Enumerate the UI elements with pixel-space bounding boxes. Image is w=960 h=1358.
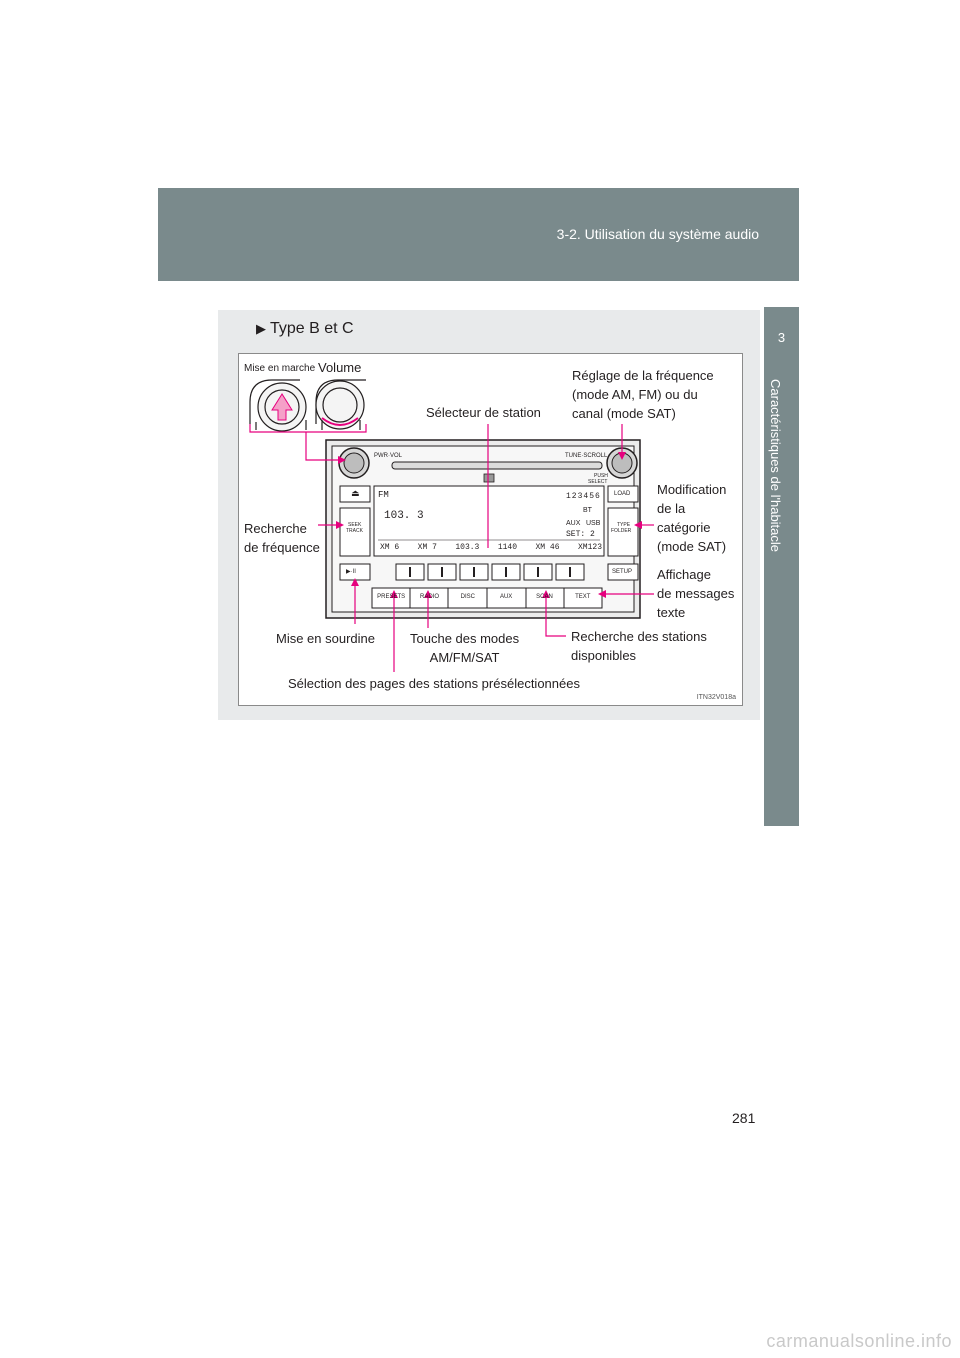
mode-keys-line: AM/FM/SAT bbox=[429, 650, 500, 665]
preset-slot: XM 7 bbox=[417, 543, 437, 552]
aux-button[interactable]: AUX bbox=[499, 594, 513, 600]
folder-label: FOLDER bbox=[611, 528, 632, 534]
scan-line: disponibles bbox=[571, 648, 637, 663]
aux-indicator: AUX bbox=[566, 520, 581, 527]
text-message-line: texte bbox=[657, 605, 686, 620]
play-pause-label: ▶·II bbox=[346, 569, 356, 575]
frequency-adjust-line: (mode AM, FM) ou du bbox=[572, 387, 698, 402]
scan-label bbox=[571, 627, 707, 665]
preset-slot: 1140 bbox=[497, 543, 518, 552]
select-label: SELECT bbox=[588, 479, 608, 485]
preset-slot: XM123 bbox=[577, 543, 602, 552]
scan-line: Recherche des stations bbox=[571, 629, 707, 644]
type-label: TYPE bbox=[617, 522, 631, 528]
preset-row bbox=[380, 543, 602, 552]
band-label: FM bbox=[378, 490, 389, 500]
setup-label: SETUP bbox=[612, 569, 633, 575]
watermark: carmanualsonline.info bbox=[766, 1331, 952, 1351]
disc-button[interactable]: DISC bbox=[460, 594, 475, 600]
radio-unit bbox=[326, 440, 640, 618]
seek-line: Recherche bbox=[244, 521, 307, 536]
eject-icon: ⏏ bbox=[351, 488, 360, 498]
chapter-label: Caractéristiques de l'habitacle bbox=[768, 379, 783, 553]
pwr-vol-label: PWR·VOL bbox=[374, 453, 403, 459]
mode-keys-label bbox=[410, 629, 519, 667]
text-message-line: Affichage bbox=[657, 567, 711, 582]
category-line: catégorie bbox=[657, 520, 711, 535]
text-message-label bbox=[657, 565, 734, 622]
bt-indicator: BT bbox=[583, 507, 592, 514]
push-label: PUSH bbox=[594, 473, 608, 479]
chapter-number: 3 bbox=[764, 307, 799, 367]
header-title: 3-2. Utilisation du système audio bbox=[556, 226, 759, 242]
category-line: Modification bbox=[657, 482, 727, 497]
mute-label: Mise en sourdine bbox=[276, 631, 375, 646]
presets-button[interactable]: PRESETS bbox=[377, 594, 406, 600]
scan-button[interactable]: SCAN bbox=[536, 594, 553, 600]
text-button[interactable]: TEXT bbox=[575, 594, 591, 600]
mode-keys-line: Touche des modes bbox=[410, 631, 520, 646]
preset-slot: XM 46 bbox=[535, 543, 560, 552]
indicator-light bbox=[484, 474, 494, 482]
preset-slot: XM 6 bbox=[380, 543, 400, 552]
radio-button[interactable]: RADIO bbox=[419, 594, 439, 600]
volume-knob-inset bbox=[316, 380, 366, 430]
set-indicator: SET: 2 bbox=[566, 530, 595, 539]
track-label: TRACK bbox=[346, 528, 363, 534]
page-number: 281 bbox=[732, 1110, 756, 1126]
usb-indicator: USB bbox=[586, 520, 601, 527]
frequency-adjust-line: canal (mode SAT) bbox=[572, 406, 676, 421]
section-title-text: Type B et C bbox=[270, 320, 354, 337]
volume-label: Volume bbox=[318, 360, 362, 375]
text-message-line: de messages bbox=[657, 586, 735, 601]
load-label: LOAD bbox=[614, 491, 631, 497]
bottom-button-row bbox=[372, 593, 602, 601]
seek-label-callout bbox=[244, 519, 320, 557]
disc-slot bbox=[392, 462, 602, 469]
preset-slot: 103.3 bbox=[455, 543, 480, 552]
seek-label: SEEK bbox=[348, 522, 362, 528]
presets-label: Sélection des pages des stations présélectionnées bbox=[288, 676, 580, 691]
power-on-label: Mise en marche bbox=[244, 363, 316, 374]
seek-line: de fréquence bbox=[244, 540, 320, 555]
preset-indicators: 123456 bbox=[566, 492, 601, 501]
frequency-adjust-line: Réglage de la fréquence bbox=[572, 368, 714, 383]
figure-code: ITN32V018a bbox=[696, 694, 736, 701]
triangle-icon: ▶ bbox=[256, 321, 266, 336]
station-selector-label: Sélecteur de station bbox=[426, 405, 541, 420]
category-line: (mode SAT) bbox=[657, 539, 727, 554]
frequency-adjust-label bbox=[572, 366, 714, 423]
frequency-display: 103. 3 bbox=[384, 510, 424, 522]
category-line: de la bbox=[657, 501, 686, 516]
category-change-label bbox=[657, 480, 726, 556]
tune-scroll-label: TUNE·SCROLL bbox=[565, 453, 608, 459]
